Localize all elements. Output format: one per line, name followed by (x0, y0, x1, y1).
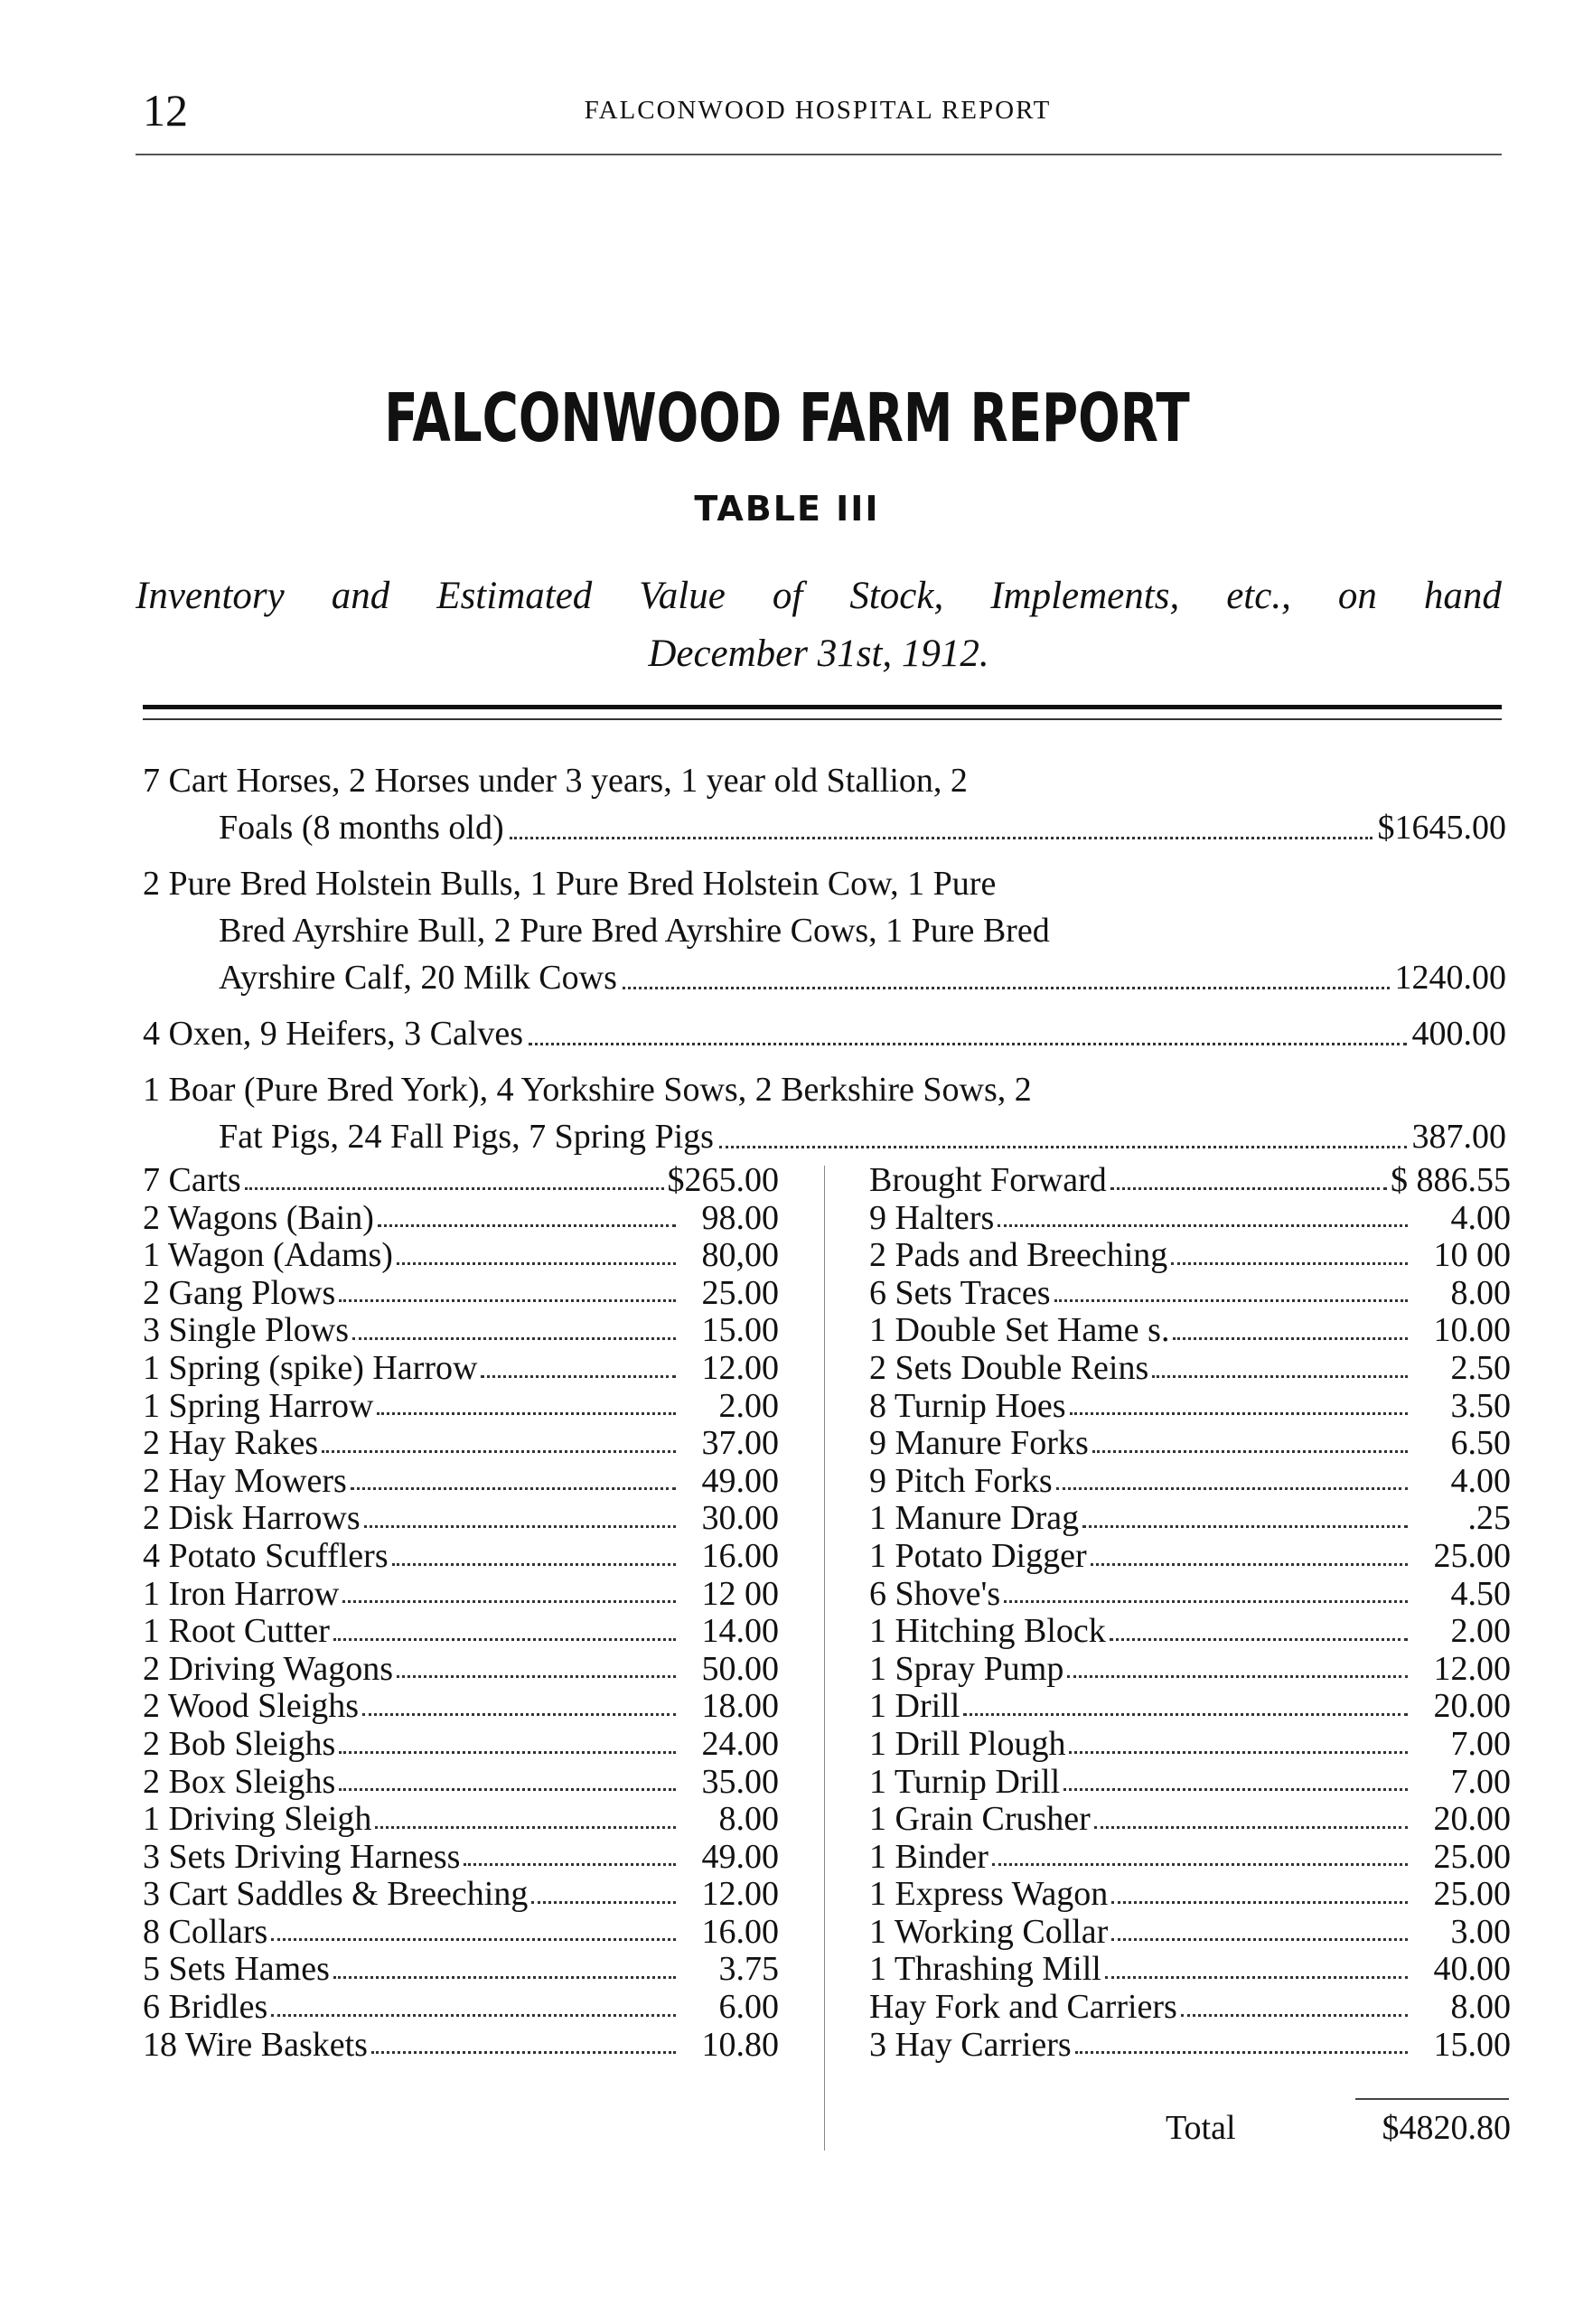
list-item (143, 860, 1506, 1001)
dot-leader (1067, 1675, 1408, 1678)
running-title: FALCONWOOD HOSPITAL REPORT (584, 96, 1052, 125)
table-row (143, 1500, 779, 1538)
table-row (869, 1726, 1511, 1764)
item-value: 3.75 (718, 1950, 779, 1989)
caption-word: Stock, (849, 575, 944, 617)
item-label: 1 Thrashing Mill (869, 1950, 1101, 1989)
item-value: 40.00 (1433, 1950, 1511, 1989)
list-item (143, 1066, 1506, 1160)
item-value: 15.00 (701, 1311, 779, 1350)
item-value: 25.00 (1433, 1837, 1511, 1876)
item-label: 1 Driving Sleigh (143, 1800, 372, 1839)
total-row (1166, 2105, 1511, 2151)
item-final-line (143, 954, 1506, 1001)
dot-leader (333, 1976, 676, 1979)
item-text: 2 Pure Bred Holstein Bulls, 1 Pure Bred Holstein Cow, 1 Pure (143, 865, 997, 903)
item-text: Fat Pigs, 24 Fall Pigs, 7 Spring Pigs (219, 1118, 714, 1156)
implements-column-left (143, 1162, 779, 2064)
caption-word: Estimated (436, 575, 593, 617)
item-label: 1 Express Wagon (869, 1875, 1109, 1914)
item-value: 35.00 (701, 1762, 779, 1801)
table-row (869, 1500, 1511, 1538)
item-value: 20.00 (1433, 1687, 1511, 1726)
item-value: 8.00 (1450, 1988, 1511, 2027)
dot-leader (1111, 1938, 1408, 1941)
item-label: 1 Drill (869, 1687, 960, 1726)
item-label: 1 Spring Harrow (143, 1386, 374, 1425)
item-label: 2 Gang Plows (143, 1273, 336, 1312)
table-row (869, 1200, 1511, 1238)
dot-leader (245, 1187, 664, 1190)
dot-leader (510, 837, 1373, 839)
item-label: 1 Potato Digger (869, 1536, 1087, 1575)
item-value: 80,00 (701, 1236, 779, 1275)
table-row (869, 1237, 1511, 1275)
table-row (143, 1200, 779, 1238)
table-row (143, 1801, 779, 1839)
dot-leader (1111, 1901, 1408, 1904)
table-row (869, 1350, 1511, 1388)
dot-leader (1181, 2014, 1408, 2017)
item-text: 1 Boar (Pure Bred York), 4 Yorkshire Sows, 2 Berkshire Sows, 2 (143, 1071, 1032, 1109)
item-label: 1 Double Set Hame s. (869, 1311, 1170, 1350)
dot-leader (378, 1224, 676, 1227)
table-row (869, 2027, 1511, 2065)
dot-leader (481, 1375, 676, 1378)
column-divider (824, 1166, 825, 2151)
item-label: 2 Hay Mowers (143, 1461, 347, 1500)
item-label: 7 Carts (143, 1161, 241, 1199)
caption-word: hand (1423, 575, 1502, 617)
dot-leader (1110, 1187, 1387, 1190)
dot-leader (364, 1525, 676, 1528)
table-row (869, 1651, 1511, 1689)
table-row (143, 1651, 779, 1689)
item-label: 2 Box Sleighs (143, 1762, 336, 1801)
item-value: 37.00 (701, 1424, 779, 1463)
item-value: 6.00 (718, 1988, 779, 2027)
caption-line-1 (136, 567, 1502, 625)
dot-leader (351, 1487, 676, 1490)
item-value: 4.00 (1450, 1198, 1511, 1237)
item-label: 1 Manure Drag (869, 1499, 1080, 1538)
list-item (143, 1010, 1506, 1057)
dot-leader (1075, 2051, 1408, 2054)
item-label: 1 Spring (spike) Harrow (143, 1348, 478, 1387)
dot-leader (529, 1043, 1406, 1045)
table-row (869, 1312, 1511, 1350)
item-label: 1 Drill Plough (869, 1724, 1066, 1763)
caption-word: Implements, (990, 575, 1180, 617)
dot-leader (1063, 1788, 1408, 1791)
dot-leader (362, 1713, 676, 1716)
table-row (869, 1576, 1511, 1614)
item-value: 8.00 (1450, 1273, 1511, 1312)
dot-leader (339, 1788, 676, 1791)
page-title: FALCONWOOD FARM REPORT (384, 380, 1190, 457)
item-value: 16.00 (701, 1536, 779, 1575)
item-label: 1 Wagon (Adams) (143, 1236, 393, 1275)
item-value: 25.00 (1433, 1875, 1511, 1914)
item-label: 2 Pads and Breeching (869, 1236, 1168, 1275)
item-label: 1 Spray Pump (869, 1649, 1064, 1688)
dot-leader (1069, 1751, 1408, 1754)
table-caption (136, 567, 1502, 683)
item-label: 18 Wire Baskets (143, 2025, 368, 2064)
total-label: Total (1166, 2109, 1236, 2147)
item-label: 9 Manure Forks (869, 1424, 1089, 1463)
item-value: 1240.00 (1394, 959, 1506, 997)
item-final-line (143, 1113, 1506, 1160)
table-label: TABLE III (694, 489, 880, 529)
table-row (143, 1275, 779, 1313)
item-value: 387.00 (1411, 1118, 1506, 1156)
dot-leader (352, 1337, 676, 1340)
dot-leader (992, 1863, 1408, 1866)
item-text: 4 Oxen, 9 Heifers, 3 Calves (143, 1015, 524, 1053)
item-value: 400.00 (1411, 1015, 1506, 1053)
item-label: 4 Potato Scufflers (143, 1536, 389, 1575)
dot-leader (531, 1901, 676, 1904)
item-value: 12.00 (701, 1875, 779, 1914)
item-value: 14.00 (701, 1612, 779, 1651)
table-row (143, 1688, 779, 1726)
item-value: 10.80 (701, 2025, 779, 2064)
caption-word: and (331, 575, 390, 617)
item-label: 2 Driving Wagons (143, 1649, 394, 1688)
table-row (869, 1801, 1511, 1839)
table-row (143, 1951, 779, 1989)
double-rule (143, 705, 1502, 720)
table-row (143, 1312, 779, 1350)
dot-leader (339, 1299, 676, 1302)
table-row (143, 1726, 779, 1764)
item-text: Bred Ayrshire Bull, 2 Pure Bred Ayrshire Cows, 1 Pure Bred (219, 912, 1050, 950)
dot-leader (1171, 1262, 1408, 1265)
table-row (869, 1951, 1511, 1989)
item-value: $ 886.55 (1391, 1161, 1511, 1199)
dot-leader (1094, 1826, 1408, 1829)
item-value: 25.00 (1433, 1536, 1511, 1575)
dot-leader (339, 1751, 676, 1754)
caption-word: on (1337, 575, 1377, 617)
dot-leader (1092, 1450, 1408, 1453)
dot-leader (1152, 1375, 1408, 1378)
table-row (869, 1876, 1511, 1914)
implements-column-right (869, 1162, 1511, 2064)
item-final-line (143, 804, 1506, 851)
item-value: 3.00 (1450, 1912, 1511, 1951)
item-label: 2 Wood Sleighs (143, 1687, 360, 1726)
page-number: 12 (143, 85, 188, 136)
item-text: 7 Cart Horses, 2 Horses under 3 years, 1 year old Stallion, 2 (143, 762, 968, 800)
item-final-line (143, 1010, 1506, 1057)
table-row (869, 1388, 1511, 1426)
item-label: 8 Collars (143, 1912, 268, 1951)
item-label: 3 Cart Saddles & Breeching (143, 1875, 529, 1914)
table-row (143, 1538, 779, 1576)
item-value: 30.00 (701, 1499, 779, 1538)
dot-leader (998, 1224, 1408, 1227)
item-value: 3.50 (1450, 1386, 1511, 1425)
item-value: 10 00 (1433, 1236, 1511, 1275)
item-value: 8.00 (718, 1800, 779, 1839)
item-value: 6.50 (1450, 1424, 1511, 1463)
dot-leader (464, 1863, 676, 1866)
dot-leader (397, 1262, 676, 1265)
dot-leader (963, 1713, 1408, 1716)
caption-word: of (772, 575, 803, 617)
table-row (869, 1764, 1511, 1802)
item-label: 5 Sets Hames (143, 1950, 330, 1989)
table-row (869, 1538, 1511, 1576)
dot-leader (1070, 1412, 1409, 1415)
item-label: 6 Bridles (143, 1988, 268, 2027)
item-label: 1 Binder (869, 1837, 988, 1876)
table-row (143, 1237, 779, 1275)
caption-word: etc., (1226, 575, 1291, 617)
item-value: 12.00 (701, 1348, 779, 1387)
item-label: 1 Hitching Block (869, 1612, 1106, 1651)
caption-word: Value (639, 575, 726, 617)
item-label: 8 Turnip Hoes (869, 1386, 1066, 1425)
item-value: 49.00 (701, 1461, 779, 1500)
item-value: 20.00 (1433, 1800, 1511, 1839)
item-label: 2 Sets Double Reins (869, 1348, 1149, 1387)
item-label: 2 Bob Sleighs (143, 1724, 336, 1763)
dot-leader (371, 2051, 676, 2054)
item-label: 2 Wagons (Bain) (143, 1198, 374, 1237)
table-row (143, 1388, 779, 1426)
dot-leader (342, 1600, 676, 1603)
item-label: 6 Sets Traces (869, 1273, 1051, 1312)
item-label: 1 Working Collar (869, 1912, 1109, 1951)
table-row (869, 1914, 1511, 1952)
item-value: 7.00 (1450, 1724, 1511, 1763)
table-row (869, 1275, 1511, 1313)
item-value: 4.50 (1450, 1574, 1511, 1613)
dot-leader (271, 2014, 676, 2017)
item-label: 2 Disk Harrows (143, 1499, 361, 1538)
item-label: 3 Single Plows (143, 1311, 350, 1350)
dot-leader (1091, 1563, 1408, 1566)
dot-leader (1056, 1487, 1408, 1490)
dot-leader (397, 1675, 676, 1678)
item-value: $1645.00 (1377, 809, 1506, 847)
item-label: 3 Hay Carriers (869, 2025, 1072, 2064)
table-row (143, 1839, 779, 1877)
table-row (143, 1764, 779, 1802)
item-value: $265.00 (667, 1161, 779, 1199)
table-row (869, 1425, 1511, 1463)
item-label: 6 Shove's (869, 1574, 1001, 1613)
table-row (143, 1876, 779, 1914)
item-label: 9 Halters (869, 1198, 995, 1237)
caption-line-2: December 31st, 1912. (648, 633, 989, 675)
item-label: 1 Root Cutter (143, 1612, 330, 1651)
total-value: $4820.80 (1382, 2109, 1511, 2147)
dot-leader (375, 1826, 676, 1829)
item-value: 10.00 (1433, 1311, 1511, 1350)
item-label: 1 Grain Crusher (869, 1800, 1091, 1839)
item-value: 49.00 (701, 1837, 779, 1876)
item-value: 98.00 (701, 1198, 779, 1237)
item-value: 50.00 (701, 1649, 779, 1688)
dot-leader (271, 1938, 676, 1941)
dot-leader (1054, 1299, 1408, 1302)
dot-leader (1110, 1638, 1408, 1641)
dot-leader (719, 1146, 1407, 1148)
dot-leader (377, 1412, 676, 1415)
dot-leader (322, 1450, 676, 1453)
item-label: 1 Iron Harrow (143, 1574, 340, 1613)
item-label: 3 Sets Driving Harness (143, 1837, 461, 1876)
dot-leader (1004, 1600, 1408, 1603)
dot-leader (1173, 1337, 1408, 1340)
table-row (143, 1989, 779, 2027)
item-label: Hay Fork and Carriers (869, 1988, 1177, 2027)
item-value: 24.00 (701, 1724, 779, 1763)
table-row (143, 1613, 779, 1651)
item-value: 15.00 (1433, 2025, 1511, 2064)
item-label: 2 Hay Rakes (143, 1424, 319, 1463)
item-value: .25 (1467, 1499, 1511, 1538)
table-row (869, 1613, 1511, 1651)
item-value: 2.50 (1450, 1348, 1511, 1387)
item-value: 4.00 (1450, 1461, 1511, 1500)
total-rule (1355, 2098, 1509, 2100)
table-row (143, 1463, 779, 1501)
table-row (143, 1914, 779, 1952)
caption-word: Inventory (136, 575, 285, 617)
item-value: 7.00 (1450, 1762, 1511, 1801)
running-head (143, 83, 1493, 137)
item-value: 2.00 (718, 1386, 779, 1425)
table-row (143, 2027, 779, 2065)
item-label: 1 Turnip Drill (869, 1762, 1061, 1801)
table-row (869, 1688, 1511, 1726)
dot-leader (1082, 1525, 1408, 1528)
livestock-list (143, 757, 1506, 1169)
table-row (143, 1425, 779, 1463)
dot-leader (1105, 1976, 1408, 1979)
item-text: Foals (8 months old) (219, 809, 504, 847)
table-row (143, 1162, 779, 1200)
item-text: Ayrshire Calf, 20 Milk Cows (219, 959, 617, 997)
dot-leader (333, 1638, 676, 1641)
list-item (143, 757, 1506, 851)
table-row (143, 1576, 779, 1614)
item-value: 16.00 (701, 1912, 779, 1951)
item-label: 9 Pitch Forks (869, 1461, 1053, 1500)
table-row (869, 1989, 1511, 2027)
dot-leader (623, 987, 1390, 989)
item-value: 2.00 (1450, 1612, 1511, 1651)
table-row (869, 1839, 1511, 1877)
table-row (869, 1463, 1511, 1501)
header-rule (136, 154, 1502, 155)
item-value: 18.00 (701, 1687, 779, 1726)
item-value: 25.00 (701, 1273, 779, 1312)
table-row (869, 1162, 1511, 1200)
item-label: Brought Forward (869, 1161, 1107, 1199)
dot-leader (392, 1563, 676, 1566)
table-row (143, 1350, 779, 1388)
item-value: 12.00 (1433, 1649, 1511, 1688)
item-value: 12 00 (701, 1574, 779, 1613)
